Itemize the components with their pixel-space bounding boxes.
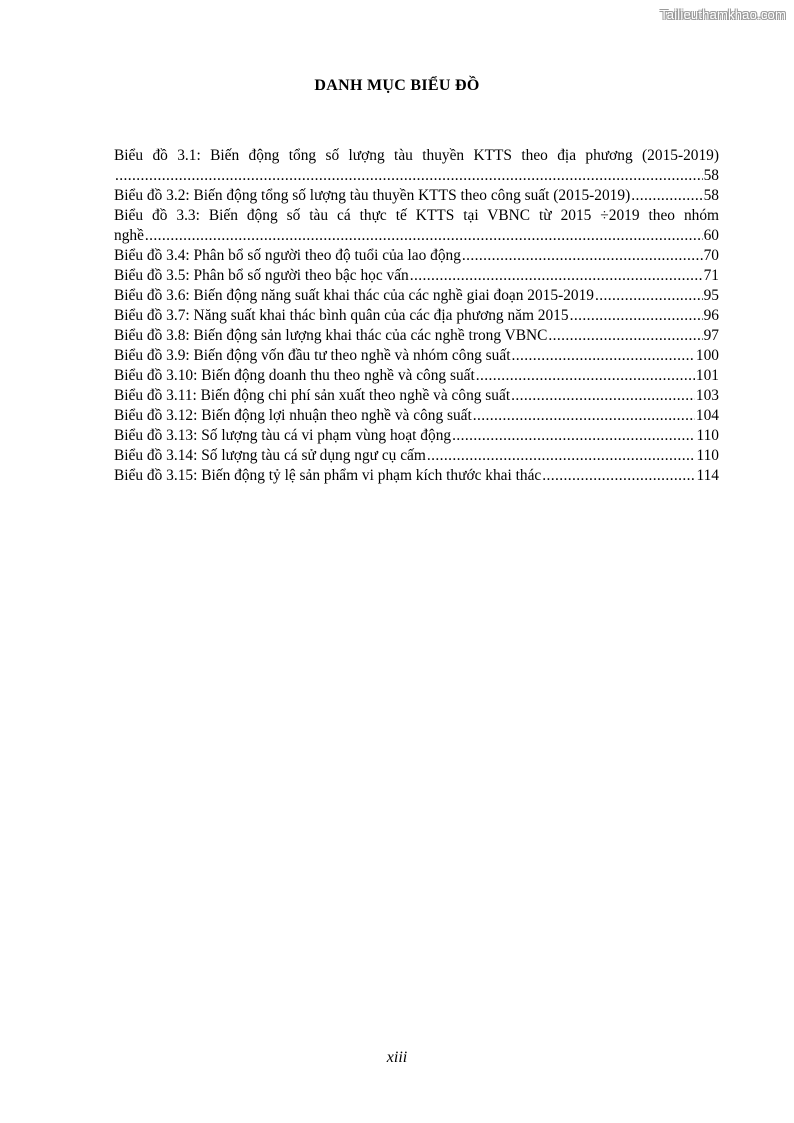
toc-leader-dots (631, 186, 702, 206)
toc-leader-dots (511, 386, 695, 406)
page-title: DANH MỤC BIỂU ĐỒ (314, 77, 480, 94)
toc-entry-label: Biểu đồ 3.9: Biến động vốn đầu tư theo nghề và nhóm công suất (114, 347, 511, 364)
toc-entry-page: 101 (695, 367, 719, 384)
toc-entry-label: Biểu đồ 3.5: Phân bổ số người theo bậc học vấn (114, 267, 409, 284)
toc-leader-dots (542, 466, 695, 486)
toc-entry-3-7[interactable] (114, 306, 719, 326)
toc-entry-3-9[interactable] (114, 346, 719, 366)
toc-entry-label: Biểu đồ 3.1: Biến động tổng số lượng tàu thuyền KTTS theo địa phương (2015-2019) (114, 147, 719, 164)
toc-leader-dots (570, 306, 703, 326)
toc-entry-label: Biểu đồ 3.13: Số lượng tàu cá vi phạm vùng hoạt động (114, 427, 452, 444)
toc-entry-3-6[interactable] (114, 286, 719, 306)
toc-entry-label: Biểu đồ 3.11: Biến động chi phí sản xuất theo nghề và công suất (114, 387, 511, 404)
toc-leader-dots (452, 426, 695, 446)
toc-leader-dots (476, 366, 695, 386)
toc-entry-page: 103 (695, 387, 719, 404)
toc-entry-3-5[interactable] (114, 266, 719, 286)
toc-entry-3-11[interactable] (114, 386, 719, 406)
toc-entry-page: 71 (703, 267, 719, 284)
toc-entry-label: Biểu đồ 3.7: Năng suất khai thác bình quân của các địa phương năm 2015 (114, 307, 569, 324)
toc-entry-page: 58 (703, 167, 719, 184)
toc-entry-page: 114 (696, 467, 719, 484)
toc-leader-dots (473, 406, 695, 426)
toc-entry-label-continued: nghề (114, 227, 144, 244)
toc-leader-dots (511, 346, 694, 366)
toc-leader-dots (145, 226, 703, 246)
toc-entry-page: 100 (695, 347, 719, 364)
toc-entry-3-13[interactable] (114, 426, 719, 446)
toc-entry-page: 110 (696, 427, 719, 444)
toc-entry-label: Biểu đồ 3.8: Biến động sản lượng khai thác của các nghề trong VBNC (114, 327, 548, 344)
toc-leader-dots (115, 166, 703, 186)
toc-entry-3-8[interactable] (114, 326, 719, 346)
toc-leader-dots (427, 446, 696, 466)
toc-entry-page: 58 (703, 187, 719, 204)
toc-entry-label: Biểu đồ 3.2: Biến động tổng số lượng tàu thuyền KTTS theo công suất (2015-2019) (114, 187, 631, 204)
toc-entry-3-14[interactable] (114, 446, 719, 466)
toc-entry-3-4[interactable] (114, 246, 719, 266)
toc-leader-dots (548, 326, 702, 346)
toc-entry-page: 70 (703, 247, 719, 264)
toc-entry-label: Biểu đồ 3.3: Biến động số tàu cá thực tế KTTS tại VBNC từ 2015 ÷2019 theo nhóm (114, 207, 719, 224)
toc-entry-3-1[interactable] (114, 146, 719, 186)
toc-entry-3-15[interactable] (114, 466, 719, 486)
toc-entry-label: Biểu đồ 3.10: Biến động doanh thu theo nghề và công suất (114, 367, 475, 384)
toc-leader-dots (595, 286, 703, 306)
toc-entry-page: 97 (703, 327, 719, 344)
toc-entry-page: 110 (696, 447, 719, 464)
toc-entry-3-10[interactable] (114, 366, 719, 386)
toc-entry-page: 95 (703, 287, 719, 304)
toc-entry-page: 96 (703, 307, 719, 324)
toc-entry-page: 60 (703, 227, 719, 244)
toc-entry-label: Biểu đồ 3.12: Biến động lợi nhuận theo nghề và công suất (114, 407, 472, 424)
toc-entry-label: Biểu đồ 3.15: Biến động tỷ lệ sản phẩm vi phạm kích thước khai thác (114, 467, 542, 484)
chart-list (114, 146, 719, 486)
toc-entry-label: Biểu đồ 3.4: Phân bổ số người theo độ tuổi của lao động (114, 247, 461, 264)
toc-leader-dots (410, 266, 703, 286)
toc-entry-3-12[interactable] (114, 406, 719, 426)
toc-leader-dots (462, 246, 703, 266)
toc-entry-label: Biểu đồ 3.6: Biến động năng suất khai thác của các nghề giai đoạn 2015-2019 (114, 287, 594, 304)
toc-entry-label: Biểu đồ 3.14: Số lượng tàu cá sử dụng ngư cụ cấm (114, 447, 426, 464)
toc-entry-3-2[interactable] (114, 186, 719, 206)
watermark-text: Tailieuthamkhao.com (660, 7, 786, 22)
toc-entry-page: 104 (695, 407, 719, 424)
toc-entry-3-3[interactable] (114, 206, 719, 246)
page-number: xiii (386, 1049, 408, 1066)
